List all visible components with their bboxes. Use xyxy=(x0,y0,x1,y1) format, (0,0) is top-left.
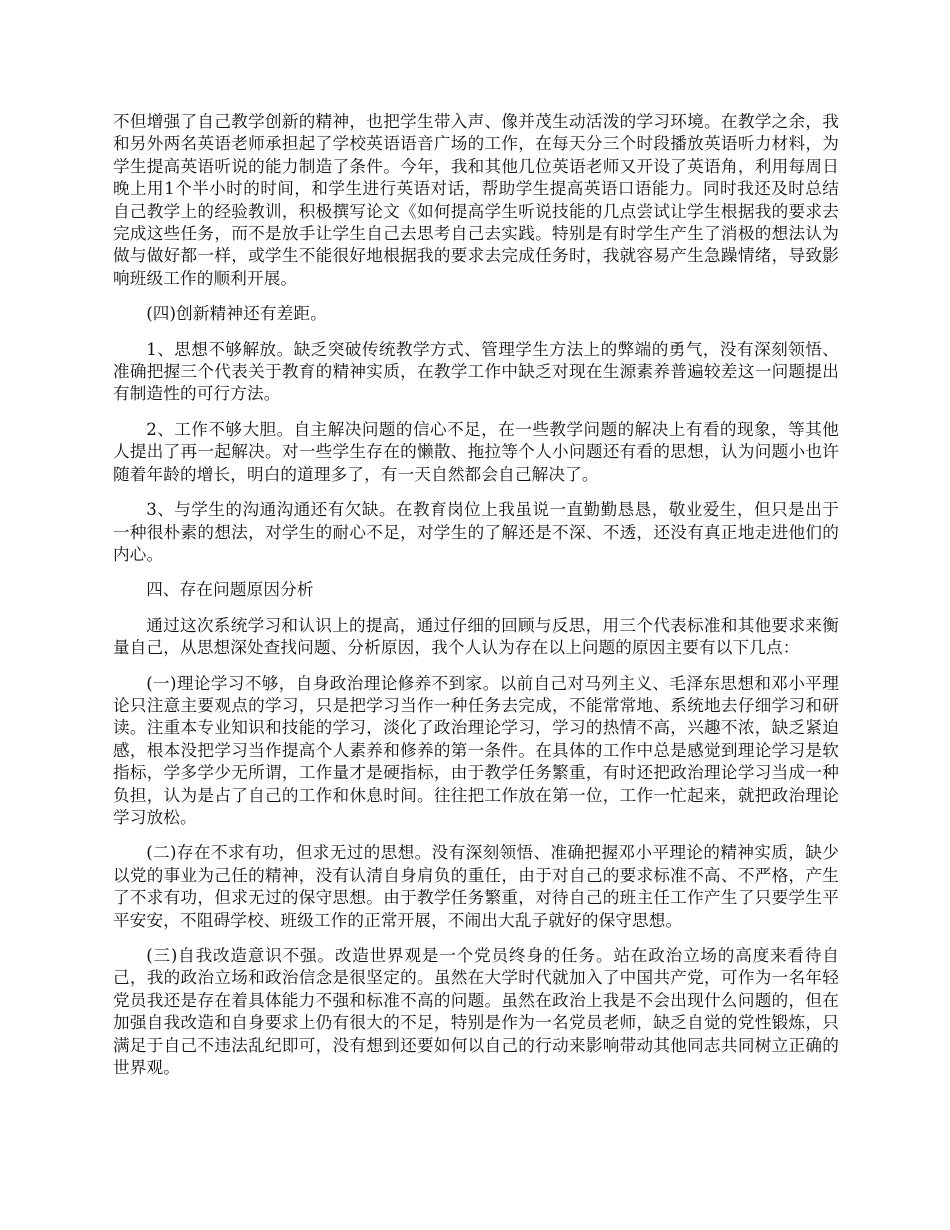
section-heading-cause-analysis: 四、存在问题原因分析 xyxy=(146,580,314,600)
paragraph-cause-2: (二)存在不求有功，但求无过的思想。没有深刻领悟、准确把握邓小平理论的精神实质，缺少以党的事业为己任的精神，没有认清自身肩负的重任，由于对自己的要求标准不高、不严格，产生了不求有功，但求无过的保守思想。由于教学任务繁重，对待自己的班主任工作产生了只要学生平平安安，不阻碍学校、班级工作的正常开展，不闹出大乱子就好的保守思想。 xyxy=(113,843,839,930)
paragraph-cause-3: (三)自我改造意识不强。改造世界观是一个党员终身的任务。站在政治立场的高度来看待自己，我的政治立场和政治信念是很坚定的。虽然在大学时代就加入了中国共产党，可作为一名年轻党员我还是存在着具体能力不强和标准不高的问题。虽然在政治上我是不会出现什么问题的，但在加强自我改造和自身要求上仍有很大的不足，特别是作为一名党员老师，缺乏自觉的党性锻炼，只满足于自己不违法乱纪即可，没有想到还要如何以自己的行动来影响带动其他同志共同树立正确的世界观。 xyxy=(113,946,839,1078)
paragraph-intro: 通过这次系统学习和认识上的提高，通过仔细的回顾与反思，用三个代表标准和其他要求来衡量自己，从思想深处查找问题、分析原因，我个人认为存在以上问题的原因主要有以下几点： xyxy=(113,615,839,658)
paragraph-cause-1: (一)理论学习不够，自身政治理论修养不到家。以前自己对马列主义、毛泽东思想和邓小平理论只注意主要观点的学习，只是把学习当作一种任务去完成，不能常常地、系统地去仔细学习和研读。注重本专业知识和技能的学习，淡化了政治理论学习，学习的热情不高，兴趣不浓，缺乏紧迫感，根本没把学习当作提高个人素养和修养的第一条件。在具体的工作中总是感觉到理论学习是软指标，学多学少无所谓，工作量才是硬指标，由于教学任务繁重，有时还把政治理论学习当成一种负担，认为是占了自己的工作和休息时间。往往把工作放在第一位，工作一忙起来，就把政治理论学习放松。 xyxy=(113,673,839,827)
paragraph-item-2: 2、工作不够大胆。自主解决问题的信心不足，在一些教学问题的解决上有看的现象，等其他人提出了再一起解决。对一些学生存在的懒散、拖拉等个人小问题还有看的思想，认为问题小也许随着年龄的增长，明白的道理多了，有一天自然都会自己解决了。 xyxy=(113,419,839,484)
document-body xyxy=(113,111,839,1092)
paragraph-item-1: 1、思想不够解放。缺乏突破传统教学方式、管理学生方法上的弊端的勇气，没有深刻领悟、准确把握三个代表关于教育的精神实质，在教学工作中缺乏对现在生源素养普遍较差这一问题提出有制造性的可行方法。 xyxy=(113,339,839,404)
paragraph-continuation: 不但增强了自己教学创新的精神，也把学生带入声、像并茂生动活泼的学习环境。在教学之余，我和另外两名英语老师承担起了学校英语语音广场的工作，在每天分三个时段播放英语听力材料，为学生提高英语听说的能力制造了条件。今年，我和其他几位英语老师又开设了英语角，利用每周日晚上用1个半小时的时间，和学生进行英语对话，帮助学生提高英语口语能力。同时我还及时总结自己教学上的经验教训，积极撰写论文《如何提高学生听说技能的几点尝试让学生根据我的要求去完成这些任务，而不是放手让学生自己去思考自己去实践。特别是有时学生产生了消极的想法认为做与做好都一样，或学生不能很好地根据我的要求去完成任务时，我就容易产生急躁情绪，导致影响班级工作的顺利开展。 xyxy=(113,112,839,288)
section-heading-innovation-gap: (四)创新精神还有差距。 xyxy=(146,304,327,324)
paragraph-item-3: 3、与学生的沟通沟通还有欠缺。在教育岗位上我虽说一直勤勤恳恳，敬业爱生，但只是出于一种很朴素的想法，对学生的耐心不足，对学生的了解还是不深、不透，还没有真正地走进他们的内心。 xyxy=(113,500,839,564)
